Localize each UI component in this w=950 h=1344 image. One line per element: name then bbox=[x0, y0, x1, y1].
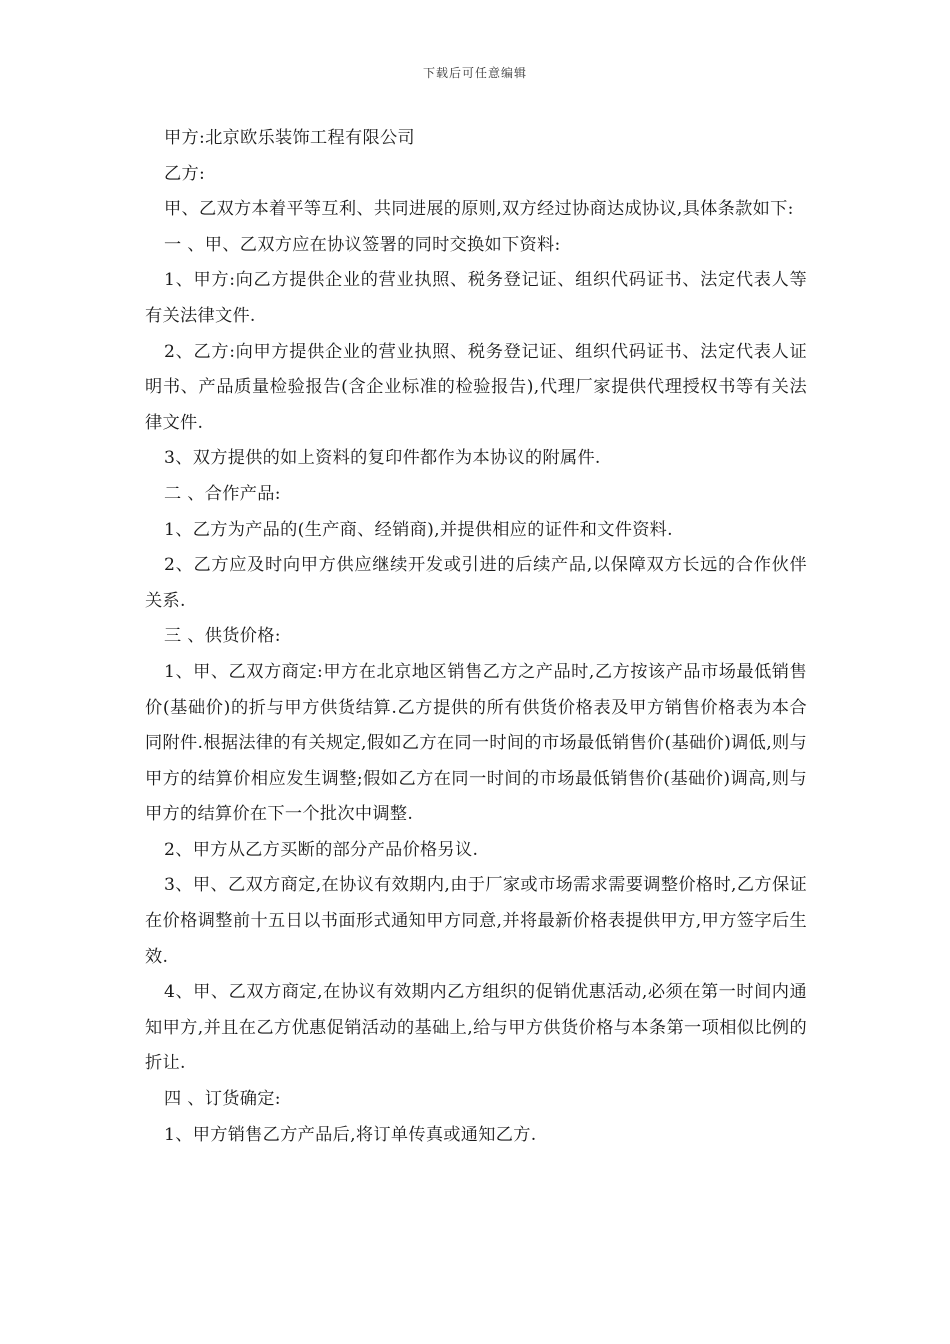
clause-2-1: 1、乙方为产品的(生产商、经销商),并提供相应的证件和文件资料. bbox=[164, 519, 673, 540]
clause-1-2: 2、乙方:向甲方提供企业的营业执照、税务登记证、组织代码证书、法定代表人证明书、产品质量检验报告(含企业标准的检验报告),代理厂家提供代理授权书等有关法律文件. bbox=[145, 341, 807, 433]
preamble-paragraph: 甲、乙双方本着平等互利、共同进展的原则,双方经过协商达成协议,具体条款如下: bbox=[164, 199, 794, 220]
section-heading-4: 四 、订货确定: bbox=[164, 1089, 281, 1110]
section-heading-1: 一 、甲、乙双方应在协议签署的同时交换如下资料: bbox=[164, 234, 561, 255]
clause-1-1: 1、甲方:向乙方提供企业的营业执照、税务登记证、组织代码证书、法定代表人等有关法律文件. bbox=[145, 270, 807, 326]
clause-2-2: 2、乙方应及时向甲方供应继续开发或引进的后续产品,以保障双方长远的合作伙伴关系. bbox=[145, 555, 807, 611]
clause-3-2: 2、甲方从乙方买断的部分产品价格另议. bbox=[164, 839, 479, 860]
clause-3-4: 4、甲、乙双方商定,在协议有效期内乙方组织的促销优惠活动,必须在第一时间内通知甲方,并且在乙方优惠促销活动的基础上,给与甲方供货价格与本条第一项相似比例的折让. bbox=[145, 982, 807, 1074]
section-heading-2: 二 、合作产品: bbox=[164, 483, 281, 504]
party-a-line: 甲方:北京欧乐装饰工程有限公司 bbox=[164, 128, 415, 148]
page-header-note: 下载后可任意编辑 bbox=[422, 66, 527, 80]
clause-3-3: 3、甲、乙双方商定,在协议有效期内,由于厂家或市场需求需要调整价格时,乙方保证在价格调整前十五日以书面形式通知甲方同意,并将最新价格表提供甲方,甲方签字后生效. bbox=[145, 875, 807, 967]
clause-1-3: 3、双方提供的如上资料的复印件都作为本协议的附属件. bbox=[164, 448, 601, 469]
party-b-line: 乙方: bbox=[164, 163, 206, 184]
section-heading-3: 三 、供货价格: bbox=[164, 626, 281, 647]
clause-3-1: 1、甲、乙双方商定:甲方在北京地区销售乙方之产品时,乙方按该产品市场最低销售价(基础价)的折与甲方供货结算.乙方提供的所有供货价格表及甲方销售价格表为本合同附件.根据法律的有关规定,假如乙方在同一时间的市场最低销售价(基础价)调低,则与甲方的结算价相应发生调整;假如乙方在同一时间的市场最低销售价(基础价)调高,则与甲方的结算价在下一个批次中调整. bbox=[145, 661, 807, 825]
contract-body bbox=[145, 121, 807, 1153]
clause-4-1: 1、甲方销售乙方产品后,将订单传真或通知乙方. bbox=[164, 1124, 537, 1145]
